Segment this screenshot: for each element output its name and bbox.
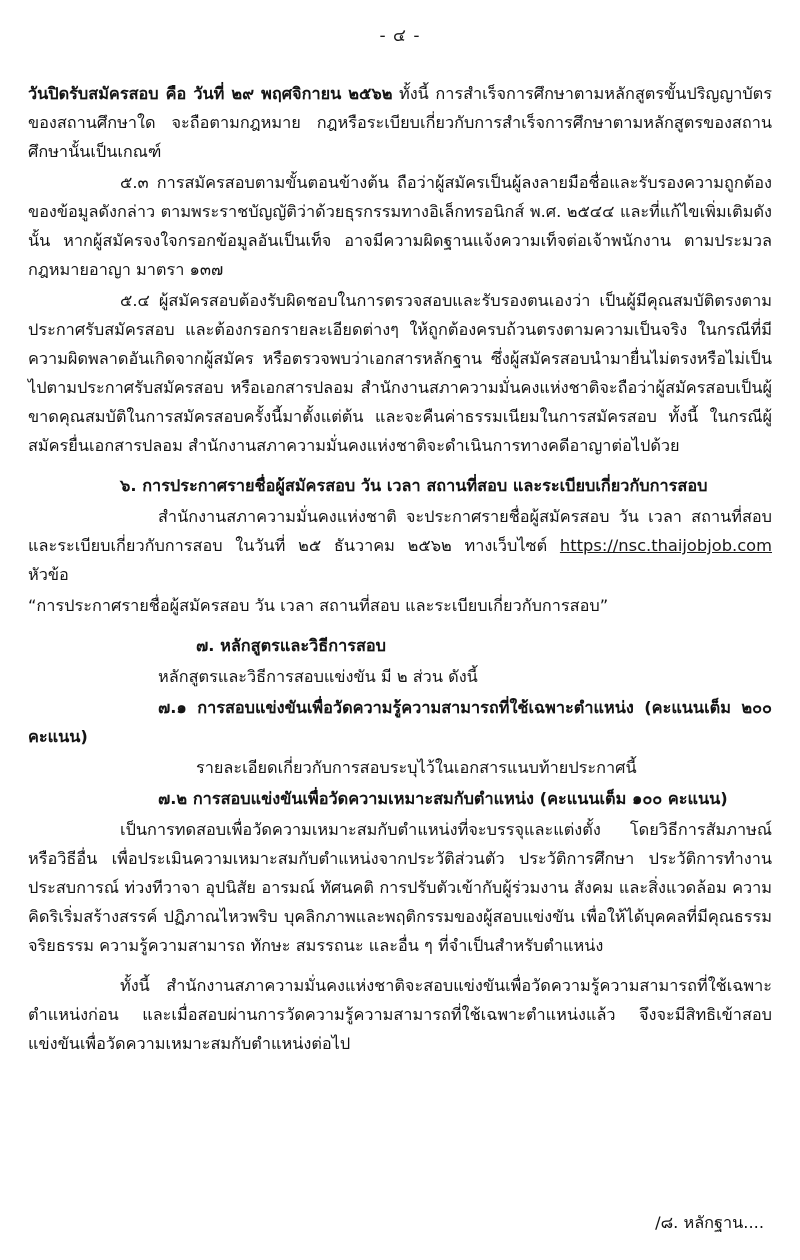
paragraph-closing-date — [28, 79, 772, 166]
heading-section-6: ๖. การประกาศรายชื่อผู้สมัครสอบ วัน เวลา สถานที่สอบ และระเบียบเกี่ยวกับการสอบ — [120, 476, 708, 495]
paragraph-7-1-detail: รายละเอียดเกี่ยวกับการสอบระบุไว้ในเอกสารแนบท้ายประกาศนี้ — [196, 758, 637, 777]
paragraph-6-body — [28, 502, 772, 589]
heading-section-7-1: ๗.๑ การสอบแข่งขันเพื่อวัดความรู้ความสามารถที่ใช้เฉพาะตำแหน่ง (คะแนนเต็ม ๒๐๐ คะแนน) — [28, 698, 772, 746]
paragraph-5-4: ๕.๔ ผู้สมัครสอบต้องรับผิดชอบในการตรวจสอบและรับรองตนเองว่า เป็นผู้มีคุณสมบัติตรงตามประกาศรับสมัครสอบ และต้องกรอกรายละเอียดต่างๆ ให้ถูกต้องครบถ้วนตรงตามความเป็นจริง ในกรณีที่มีความผิดพลาดอันเกิดจากผู้สมัคร หรือตรวจพบว่าเอกสารหลักฐาน ซึ่งผู้สมัครสอบนำมายื่นไม่ตรงหรือไม่เป็นไปตามประกาศรับสมัครสอบ หรือเอกสารปลอม สำนักงานสภาความมั่นคงแห่งชาติจะถือว่าผู้สมัครสอบเป็นผู้ขาดคุณสมบัติในการสมัครสอบครั้งนี้มาตั้งแต่ต้น และจะคืนค่าธรรมเนียมในการสมัครสอบ ทั้งนี้ ในกรณีผู้สมัครยื่นเอกสารปลอม สำนักงานสภาความมั่นคงแห่งชาติจะดำเนินการทางคดีอาญาต่อไปด้วย — [28, 291, 772, 455]
paragraph-closing: ทั้งนี้ สำนักงานสภาความมั่นคงแห่งชาติจะสอบแข่งขันเพื่อวัดความรู้ความสามารถที่ใช้เฉพาะตำแหน่งก่อน และเมื่อสอบผ่านการวัดความรู้ความสามารถที่ใช้เฉพาะตำแหน่งแล้ว จึงจะมีสิทธิเข้าสอบแข่งขันเพื่อวัดความเหมาะสมกับตำแหน่งต่อไป — [28, 976, 772, 1053]
closing-date-rest: ทั้งนี้ การสำเร็จการศึกษาตามหลักสูตรขั้นปริญญาบัตรของสถานศึกษาใด จะถือตามกฎหมาย กฎหรือระเบียบเกี่ยวกับการสำเร็จการศึกษาตามหลักสูตรของสถานศึกษานั้นเป็นเกณฑ์ — [28, 84, 772, 161]
footer-continuation-note: /๘. หลักฐาน.... — [655, 1213, 764, 1232]
paragraph-5-3: ๕.๓ การสมัครสอบตามขั้นตอนข้างต้น ถือว่าผู้สมัครเป็นผู้ลงลายมือชื่อและรับรองความถูกต้องของข้อมูลดังกล่าว ตามพระราชบัญญัติว่าด้วยธุรกรรมทางอิเล็กทรอนิกส์ พ.ศ. ๒๕๔๔ และที่แก้ไขเพิ่มเติมดังนั้น หากผู้สมัครจงใจกรอกข้อมูลอันเป็นเท็จ อาจมีความผิดฐานแจ้งความเท็จต่อเจ้าพนักงาน ตามประมวลกฎหมายอาญา มาตรา ๑๓๗ — [28, 173, 772, 279]
paragraph-7-intro: หลักสูตรและวิธีการสอบแข่งขัน มี ๒ ส่วน ดังนี้ — [158, 667, 478, 686]
paragraph-6-quote: “การประกาศรายชื่อผู้สมัครสอบ วัน เวลา สถานที่สอบ และระเบียบเกี่ยวกับการสอบ” — [28, 596, 609, 615]
closing-date-bold: วันปิดรับสมัครสอบ คือ วันที่ ๒๙ พฤศจิกายน ๒๕๖๒ — [28, 84, 393, 103]
heading-section-7-2: ๗.๒ การสอบแข่งขันเพื่อวัดความเหมาะสมกับตำแหน่ง (คะแนนเต็ม ๑๐๐ คะแนน) — [158, 789, 728, 808]
heading-section-7: ๗. หลักสูตรและวิธีการสอบ — [196, 636, 387, 655]
document-body — [0, 49, 800, 1058]
paragraph-6-text-a: สำนักงานสภาความมั่นคงแห่งชาติ จะประกาศรายชื่อผู้สมัครสอบ วัน เวลา สถานที่สอบและระเบียบเกี่ยวกับการสอบ ในวันที่ ๒๕ ธันวาคม ๒๕๖๒ ทางเว็บไซต์ — [28, 507, 772, 555]
paragraph-6-text-b: หัวข้อ — [28, 565, 69, 584]
paragraph-7-2-detail: เป็นการทดสอบเพื่อวัดความเหมาะสมกับตำแหน่งที่จะบรรจุและแต่งตั้ง โดยวิธีการสัมภาษณ์หรือวิธีอื่น เพื่อประเมินความเหมาะสมกับตำแหน่งจากประวัติส่วนตัว ประวัติการศึกษา ประวัติการทำงาน ประสบการณ์ ท่วงทีวาจา อุปนิสัย อารมณ์ ทัศนคติ การปรับตัวเข้ากับผู้ร่วมงาน สังคม และสิ่งแวดล้อม ความคิดริเริ่มสร้างสรรค์ ปฏิภาณไหวพริบ บุคลิกภาพและพฤติกรรมของผู้สอบแข่งขัน เพื่อให้ได้บุคคลที่มีคุณธรรม จริยธรรม ความรู้ความสามารถ ทักษะ สมรรถนะ และอื่น ๆ ที่จำเป็นสำหรับตำแหน่ง — [28, 820, 772, 955]
page-number: - ๔ - — [379, 26, 421, 46]
announcement-website-link[interactable]: https://nsc.thaijobjob.com — [559, 536, 772, 555]
